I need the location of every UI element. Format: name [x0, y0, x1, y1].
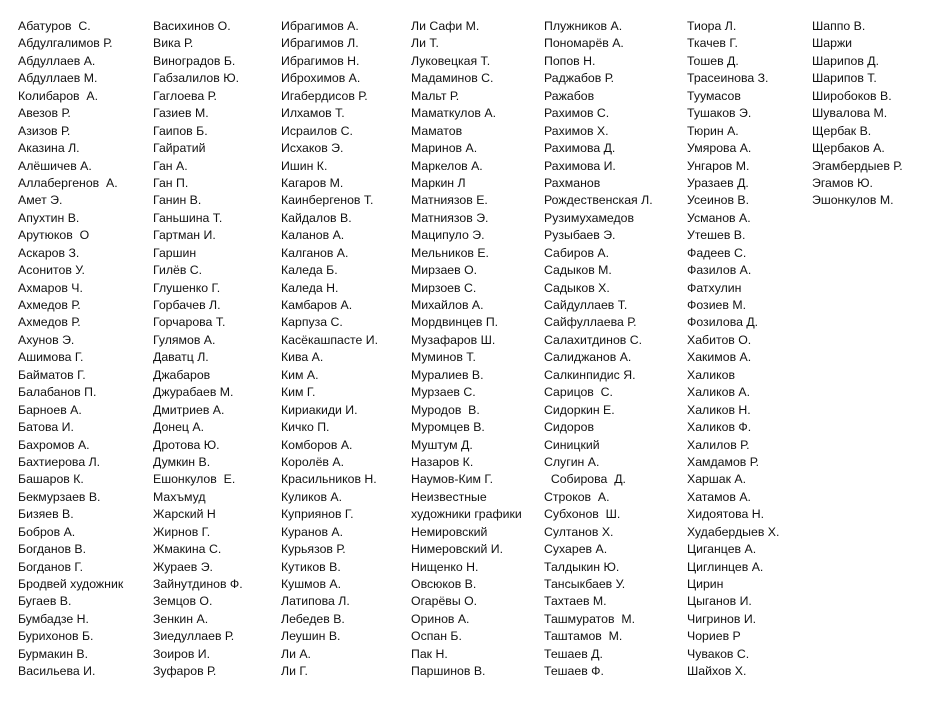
name-entry: Кива А.: [281, 350, 324, 365]
name-entry: Худабердыев Х.: [687, 524, 780, 539]
name-entry: Хатамов А.: [687, 489, 751, 504]
name-entry: Плужников А.: [544, 19, 623, 33]
name-entry: Колибаров А.: [18, 88, 99, 103]
name-entry: Матниязов Э.: [411, 210, 489, 225]
name-entry: Ли Сафи М.: [411, 19, 480, 33]
name-entry: Рузыбаев Э.: [544, 228, 616, 243]
name-entry: художники графики: [411, 507, 522, 522]
name-entry: Раджабов Р.: [544, 71, 614, 86]
name-entry: Даватц Л.: [153, 350, 209, 365]
name-entry: Куранов А.: [281, 524, 344, 539]
name-entry: Собирова Д.: [544, 472, 626, 487]
name-entry: Кичко П.: [281, 420, 330, 435]
name-entry: Мадаминов С.: [411, 71, 494, 86]
name-entry: Пак Н.: [411, 646, 448, 661]
name-entry: Ли Т.: [411, 36, 439, 51]
name-entry: Строков А.: [544, 489, 610, 504]
name-entry: Рузимухамедов: [544, 210, 635, 225]
name-entry: Тешаев Ф.: [544, 664, 604, 679]
name-entry: Фадеев С.: [687, 245, 747, 260]
name-entry: Богданов В.: [18, 542, 87, 557]
name-entry: Туумасов: [687, 88, 741, 103]
name-entry: Матниязов Е.: [411, 193, 488, 208]
name-entry: Фазилов А.: [687, 263, 752, 278]
name-entry: Таштамов М.: [544, 629, 623, 644]
name-entry: Бродвей художник: [18, 577, 124, 591]
name-entry: Ешонкулов Е.: [153, 472, 236, 487]
name-entry: Горчарова Т.: [153, 315, 226, 330]
name-entry: Ибрагимов А.: [281, 19, 359, 33]
name-entry: Гулямов А.: [153, 332, 216, 347]
name-entry: Зуфаров Р.: [153, 664, 217, 679]
name-entry: Ибрагимов Н.: [281, 53, 360, 68]
name-entry: Щербак В.: [812, 123, 872, 138]
name-entry: Ахмаров Ч.: [18, 280, 83, 295]
name-entry: Тушаков Э.: [687, 106, 752, 121]
name-entry: Немировский: [411, 524, 488, 539]
name-entry: Щербаков А.: [812, 141, 885, 156]
name-entry: Назаров К.: [411, 454, 474, 469]
name-entry: Фозилова Д.: [687, 315, 759, 330]
name-entry: Зиедуллаев Р.: [153, 629, 235, 644]
name-entry: Синицкий: [544, 437, 600, 452]
name-entry: Сидоркин Е.: [544, 402, 615, 417]
name-entry: Вика Р.: [153, 36, 194, 51]
name-entry: Утешев В.: [687, 228, 746, 243]
name-entry: Тиора Л.: [687, 19, 737, 33]
name-entry: Васильева И.: [18, 664, 96, 679]
name-entry: Дротова Ю.: [153, 437, 220, 452]
name-entry: Газиев М.: [153, 106, 209, 121]
name-entry: Каинбергенов Т.: [281, 193, 374, 208]
name-entry: Эгамов Ю.: [812, 175, 873, 190]
name-entry: Кагаров М.: [281, 175, 344, 190]
name-entry: Абатуров С.: [18, 19, 91, 33]
name-entry: Усеинов В.: [687, 193, 750, 208]
name-entry: Салиджанов А.: [544, 350, 632, 365]
name-entry: Леушин В.: [281, 629, 341, 644]
name-entry: Карпуза С.: [281, 315, 343, 330]
name-column-6: [687, 18, 779, 681]
name-entry: Аказина Л.: [18, 141, 80, 156]
name-entry: Мурзаев С.: [411, 385, 476, 400]
name-entry: Гайратий: [153, 141, 206, 156]
name-entry: Жарский Н: [153, 507, 216, 522]
name-entry: Каледа Б.: [281, 263, 338, 278]
name-entry: Абдуллаев А.: [18, 53, 96, 68]
name-entry: Луковецкая Т.: [411, 53, 491, 68]
name-entry: Аллабергенов А.: [18, 175, 118, 190]
name-column-1: [18, 18, 123, 681]
name-entry: Барноев А.: [18, 402, 82, 417]
name-entry: Лебедев В.: [281, 611, 345, 626]
name-entry: Халиков Ф.: [687, 420, 752, 435]
name-entry: Бекмурзаев В.: [18, 489, 101, 504]
name-entry: Кушмов А.: [281, 577, 342, 591]
name-entry: Маринов А.: [411, 141, 478, 156]
name-entry: Унгаров М.: [687, 158, 750, 173]
name-entry: Ли Г.: [281, 664, 308, 679]
name-entry: Джурабаев М.: [153, 385, 234, 400]
name-column-5: [544, 18, 653, 681]
name-column-3: [281, 18, 378, 681]
name-entry: Хакимов А.: [687, 350, 752, 365]
name-column-4: [411, 18, 522, 681]
name-entry: Трасеинова З.: [687, 71, 769, 86]
name-entry: Цыганов И.: [687, 594, 752, 609]
name-entry: Нимеровский И.: [411, 542, 504, 557]
name-column-7: [812, 18, 903, 210]
name-entry: Дмитриев А.: [153, 402, 225, 417]
name-entry: Джабаров: [153, 367, 211, 382]
name-entry: Ганин В.: [153, 193, 202, 208]
name-entry: Уразаев Д.: [687, 175, 749, 190]
name-entry: Комборов А.: [281, 437, 353, 452]
name-entry: Циглинцев А.: [687, 559, 764, 574]
name-entry: Сидоров: [544, 420, 594, 435]
name-entry: Ахунов Э.: [18, 332, 75, 347]
name-entry: Харшак А.: [687, 472, 746, 487]
name-entry: Байматов Г.: [18, 367, 86, 382]
name-entry: Габзалилов Ю.: [153, 71, 240, 86]
name-entry: Ткачев Г.: [687, 36, 738, 51]
name-entry: Камбаров А.: [281, 298, 353, 312]
name-entry: Ахмедов Р.: [18, 315, 81, 330]
name-entry: Маципуло Э.: [411, 228, 485, 243]
name-entry: Аскаров З.: [18, 245, 80, 260]
name-entry: Бахтиерова Л.: [18, 454, 101, 469]
name-entry: Махъмуд: [153, 489, 206, 504]
name-entry: Кайдалов В.: [281, 210, 352, 225]
name-entry: Касёкашпасте И.: [281, 332, 378, 347]
name-entry: Жирнов Г.: [153, 524, 211, 539]
name-entry: Гаршин: [153, 245, 197, 260]
name-entry: Абдулгалимов Р.: [18, 36, 113, 51]
name-entry: Шарипов Т.: [812, 71, 877, 86]
name-entry: Рахманов: [544, 175, 601, 190]
name-entry: Мельников Е.: [411, 245, 489, 260]
name-entry: Азизов Р.: [18, 123, 71, 138]
name-entry: Пономарёв А.: [544, 36, 624, 51]
name-entry: Рождественская Л.: [544, 193, 653, 208]
name-entry: Муминов Т.: [411, 350, 476, 365]
name-entry: Илхамов Т.: [281, 106, 345, 121]
name-entry: Зайнутдинов Ф.: [153, 577, 243, 591]
name-entry: Жмакина С.: [153, 542, 222, 557]
name-entry: Ахмедов Р.: [18, 298, 81, 312]
name-entry: Красильников Н.: [281, 472, 377, 487]
name-entry: Рахимова И.: [544, 158, 616, 173]
name-entry: Кутиков В.: [281, 559, 341, 574]
name-entry: Рахимов Х.: [544, 123, 609, 138]
name-entry: Васихинов О.: [153, 19, 231, 33]
name-entry: Ким А.: [281, 367, 319, 382]
name-entry: Бурихонов Б.: [18, 629, 94, 644]
name-entry: Слугин А.: [544, 454, 600, 469]
name-entry: Шаржи: [812, 36, 853, 51]
name-entry: Ишин К.: [281, 158, 328, 173]
name-entry: Паршинов В.: [411, 664, 486, 679]
name-entry: Халиков Н.: [687, 402, 751, 417]
name-entry: Думкин В.: [153, 454, 211, 469]
name-entry: Мирзаев О.: [411, 263, 478, 278]
name-entry: Тешаев Д.: [544, 646, 603, 661]
name-entry: Сарицов С.: [544, 385, 613, 400]
name-entry: Калганов А.: [281, 245, 349, 260]
name-entry: Ташмуратов М.: [544, 611, 636, 626]
name-entry: Игабердисов Р.: [281, 88, 368, 103]
name-entry: Жураев Э.: [153, 559, 213, 574]
name-entry: Сабиров А.: [544, 245, 610, 260]
name-entry: Тансыкбаев У.: [544, 577, 626, 591]
name-entry: Маркин Л: [411, 175, 466, 190]
name-entry: Королёв А.: [281, 454, 344, 469]
name-entry: Салкинпидис Я.: [544, 367, 636, 382]
name-entry: Бобров А.: [18, 524, 76, 539]
name-entry: Огарёвы О.: [411, 594, 478, 609]
name-entry: Наумов-Ким Г.: [411, 472, 493, 487]
name-entry: Мальт Р.: [411, 88, 460, 103]
name-entry: Фатхулин: [687, 280, 742, 295]
name-entry: Гилёв С.: [153, 263, 203, 278]
name-entry: Циганцев А.: [687, 542, 757, 557]
name-entry: Маматов: [411, 123, 463, 138]
name-entry: Музафаров Ш.: [411, 332, 496, 347]
name-entry: Тюрин А.: [687, 123, 739, 138]
name-entry: Зенкин А.: [153, 611, 209, 626]
name-entry: Бизяев В.: [18, 507, 74, 522]
name-entry: Амет Э.: [18, 193, 63, 208]
name-entry: Рахимов С.: [544, 106, 610, 121]
name-entry: Хамдамов Р.: [687, 454, 760, 469]
name-entry: Балабанов П.: [18, 385, 97, 400]
name-entry: Субхонов Ш.: [544, 507, 621, 522]
name-entry: Шарипов Д.: [812, 53, 880, 68]
name-entry: Чориев Р: [687, 629, 741, 644]
name-entry: Ганьшина Т.: [153, 210, 223, 225]
name-entry: Гаглоева Р.: [153, 88, 217, 103]
name-entry: Цирин: [687, 577, 724, 591]
name-entry: Халилов Р.: [687, 437, 750, 452]
name-entry: Алёшичев А.: [18, 158, 92, 173]
name-entry: Апухтин В.: [18, 210, 80, 225]
name-entry: Ашимова Г.: [18, 350, 84, 365]
name-entry: Мордвинцев П.: [411, 315, 499, 330]
name-entry: Оспан Б.: [411, 629, 462, 644]
name-entry: Салахитдинов С.: [544, 332, 643, 347]
name-entry: Муромцев В.: [411, 420, 485, 435]
name-entry: Муралиев В.: [411, 367, 484, 382]
name-entry: Сухарев А.: [544, 542, 608, 557]
name-entry: Зоиров И.: [153, 646, 211, 661]
name-entry: Оринов А.: [411, 611, 470, 626]
name-entry: Неизвестные: [411, 489, 487, 504]
name-entry: Широбоков В.: [812, 88, 892, 103]
name-entry: Каланов А.: [281, 228, 345, 243]
name-entry: Земцов О.: [153, 594, 213, 609]
name-entry: Шувалова М.: [812, 106, 888, 121]
name-entry: Ган А.: [153, 158, 188, 173]
name-entry: Батова И.: [18, 420, 74, 435]
name-column-2: [153, 18, 243, 681]
name-entry: Хидоятова Н.: [687, 507, 765, 522]
name-entry: Тахтаев М.: [544, 594, 607, 609]
name-entry: Рахимова Д.: [544, 141, 616, 156]
name-entry: Абдуллаев М.: [18, 71, 98, 86]
name-entry: Глушенко Г.: [153, 280, 221, 295]
name-entry: Богданов Г.: [18, 559, 84, 574]
name-entry: Халиков: [687, 367, 735, 382]
name-entry: Сайфуллаева Р.: [544, 315, 637, 330]
name-entry: Иброхимов А.: [281, 71, 361, 86]
name-entry: Ражабов: [544, 88, 595, 103]
name-entry: Попов Н.: [544, 53, 596, 68]
name-entry: Ибрагимов Л.: [281, 36, 359, 51]
name-entry: Шайхов Х.: [687, 664, 747, 679]
name-entry: Ли А.: [281, 646, 311, 661]
name-entry: Ган П.: [153, 175, 189, 190]
name-entry: Садыков Х.: [544, 280, 610, 295]
name-entry: Ким Г.: [281, 385, 316, 400]
name-entry: Умярова А.: [687, 141, 752, 156]
name-entry: Овсюков В.: [411, 577, 477, 591]
name-entry: Садыков М.: [544, 263, 612, 278]
name-entry: Башаров К.: [18, 472, 84, 487]
name-entry: Бумбадзе Н.: [18, 611, 89, 626]
name-entry: Талдыкин Ю.: [544, 559, 620, 574]
name-entry: Маркелов А.: [411, 158, 483, 173]
name-entry: Асонитов У.: [18, 263, 85, 278]
name-entry: Курьязов Р.: [281, 542, 346, 557]
name-entry: Усманов А.: [687, 210, 751, 225]
name-entry: Бурмакин В.: [18, 646, 89, 661]
name-entry: Исраилов С.: [281, 123, 353, 138]
name-entry: Шаппо В.: [812, 19, 866, 33]
name-entry: Каледа Н.: [281, 280, 339, 295]
name-entry: Кириакиди И.: [281, 402, 358, 417]
name-entry: Фозиев М.: [687, 298, 747, 312]
name-entry: Гартман И.: [153, 228, 216, 243]
name-entry: Муштум Д.: [411, 437, 473, 452]
name-entry: Султанов Х.: [544, 524, 614, 539]
name-entry: Чигринов И.: [687, 611, 757, 626]
name-entry: Мирзоев С.: [411, 280, 477, 295]
name-entry: Михайлов А.: [411, 298, 484, 312]
name-entry: Чуваков С.: [687, 646, 750, 661]
name-entry: Куликов А.: [281, 489, 343, 504]
name-entry: Бугаев В.: [18, 594, 72, 609]
name-entry: Маматкулов А.: [411, 106, 496, 121]
name-entry: Эгамбердыев Р.: [812, 158, 903, 173]
name-entry: Халиков А.: [687, 385, 751, 400]
name-entry: Муродов В.: [411, 402, 480, 417]
name-entry: Виноградов Б.: [153, 53, 236, 68]
name-entry: Хабитов О.: [687, 332, 752, 347]
name-entry: Донец А.: [153, 420, 205, 435]
name-entry: Нищенко Н.: [411, 559, 479, 574]
name-entry: Бахромов А.: [18, 437, 90, 452]
name-entry: Арутюков О: [18, 228, 90, 243]
name-entry: Авезов Р.: [18, 106, 71, 121]
name-entry: Сайдуллаев Т.: [544, 298, 628, 312]
name-entry: Горбачев Л.: [153, 298, 221, 312]
name-entry: Исхаков Э.: [281, 141, 344, 156]
name-entry: Эшонкулов М.: [812, 193, 894, 208]
name-entry: Гаипов Б.: [153, 123, 208, 138]
name-entry: Тошев Д.: [687, 53, 739, 68]
name-entry: Латипова Л.: [281, 594, 350, 609]
name-entry: Куприянов Г.: [281, 507, 354, 522]
